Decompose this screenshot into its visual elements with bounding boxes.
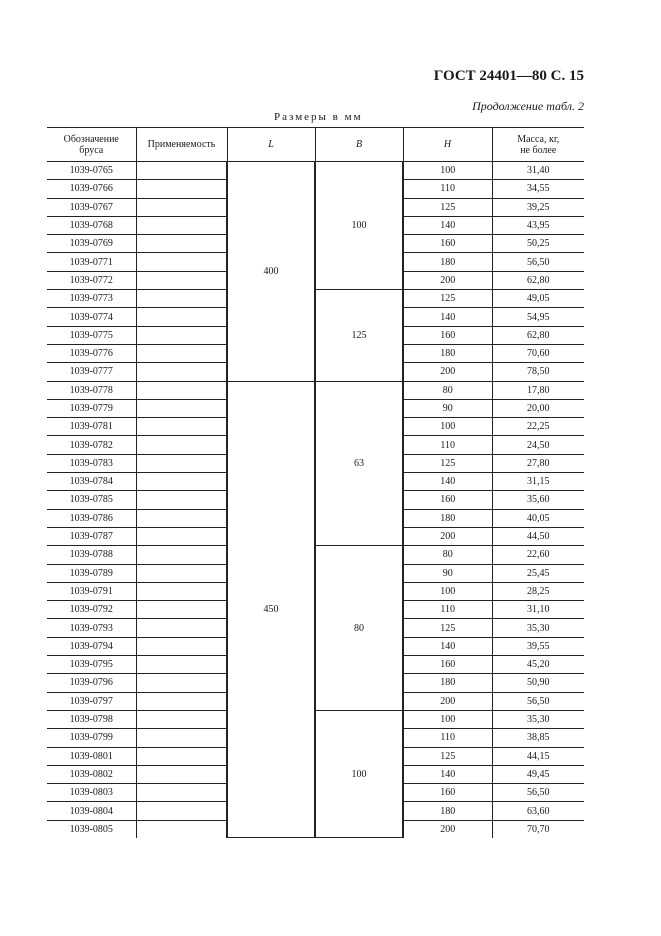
cell-h: 100 (403, 710, 492, 728)
cell-applicability (136, 582, 227, 600)
cell-h: 180 (403, 674, 492, 692)
cell-mass: 35,30 (492, 619, 584, 637)
cell-mass: 56,50 (492, 692, 584, 710)
cell-applicability (136, 546, 227, 564)
cell-applicability (136, 363, 227, 381)
cell-designation: 1039-0798 (47, 710, 136, 728)
cell-mass: 27,80 (492, 454, 584, 472)
col-header-applicability: Применяемость (136, 128, 227, 162)
cell-mass: 70,60 (492, 344, 584, 362)
cell-designation: 1039-0779 (47, 399, 136, 417)
cell-designation: 1039-0795 (47, 656, 136, 674)
cell-mass: 62,80 (492, 326, 584, 344)
cell-h: 200 (403, 692, 492, 710)
cell-mass: 22,60 (492, 546, 584, 564)
cell-applicability (136, 710, 227, 728)
cell-designation: 1039-0781 (47, 418, 136, 436)
cell-mass: 39,25 (492, 198, 584, 216)
cell-applicability (136, 253, 227, 271)
table-header-row (47, 128, 584, 162)
cell-applicability (136, 381, 227, 399)
cell-l: 450 (227, 381, 315, 838)
cell-applicability (136, 674, 227, 692)
cell-applicability (136, 454, 227, 472)
cell-mass: 43,95 (492, 216, 584, 234)
cell-h: 200 (403, 527, 492, 545)
cell-mass: 44,15 (492, 747, 584, 765)
cell-h: 140 (403, 308, 492, 326)
cell-h: 180 (403, 802, 492, 820)
cell-h: 100 (403, 418, 492, 436)
cell-applicability (136, 729, 227, 747)
cell-designation: 1039-0805 (69, 823, 113, 835)
cell-designation: 1039-0802 (47, 765, 136, 783)
cell-designation: 1039-0792 (47, 601, 136, 619)
cell-mass: 56,50 (492, 784, 584, 802)
cell-mass: 35,30 (492, 710, 584, 728)
cell-mass: 50,25 (492, 235, 584, 253)
cell-applicability (136, 399, 227, 417)
table-row (47, 162, 584, 180)
cell-h: 180 (403, 253, 492, 271)
cell-l: 400 (227, 162, 315, 382)
cell-applicability (136, 162, 227, 180)
cell-h: 80 (403, 381, 492, 399)
cell-applicability (136, 180, 227, 198)
cell-designation: 1039-0791 (47, 582, 136, 600)
cell-designation: 1039-0784 (47, 473, 136, 491)
cell-designation: 1039-0783 (47, 454, 136, 472)
cell-mass: 24,50 (492, 436, 584, 454)
cell-designation: 1039-0794 (47, 637, 136, 655)
table-row (47, 381, 584, 399)
cell-designation: 1039-0788 (47, 546, 136, 564)
cell-designation: 1039-0801 (47, 747, 136, 765)
cell-mass: 38,85 (492, 729, 584, 747)
cell-applicability (136, 509, 227, 527)
cell-h: 200 (403, 363, 492, 381)
cell-mass: 39,55 (492, 637, 584, 655)
cell-h: 125 (403, 619, 492, 637)
table-body (47, 162, 584, 838)
cell-applicability (136, 216, 227, 234)
page-header: ГОСТ 24401—80 С. 15 (433, 68, 584, 84)
cell-designation: 1039-0799 (47, 729, 136, 747)
cell-applicability (136, 344, 227, 362)
cell-h: 100 (403, 162, 492, 180)
cell-h: 200 (403, 271, 492, 289)
cell-applicability (136, 235, 227, 253)
cell-h: 110 (403, 436, 492, 454)
col-header-b: B (315, 128, 403, 162)
cell-designation: 1039-0775 (47, 326, 136, 344)
cell-designation: 1039-0803 (47, 784, 136, 802)
cell-h: 160 (403, 784, 492, 802)
cell-h: 125 (403, 747, 492, 765)
cell-designation: 1039-0785 (47, 491, 136, 509)
cell-h: 125 (403, 290, 492, 308)
cell-applicability (136, 418, 227, 436)
cell-mass: 31,40 (492, 162, 584, 180)
cell-mass: 44,50 (492, 527, 584, 545)
cell-h: 110 (403, 180, 492, 198)
cell-designation: 1039-0771 (47, 253, 136, 271)
cell-h: 140 (403, 473, 492, 491)
cell-designation: 1039-0773 (47, 290, 136, 308)
cell-h: 160 (403, 326, 492, 344)
cell-applicability (136, 765, 227, 783)
cell-b: 100 (315, 710, 403, 838)
cell-designation: 1039-0787 (47, 527, 136, 545)
table-row (47, 710, 584, 728)
cell-applicability (136, 473, 227, 491)
cell-designation: 1039-0767 (47, 198, 136, 216)
cell-designation: 1039-0804 (47, 802, 136, 820)
cell-applicability (136, 820, 227, 838)
col-header-l: L (227, 128, 315, 162)
cell-mass: 34,55 (492, 180, 584, 198)
cell-designation: 1039-0776 (47, 344, 136, 362)
cell-applicability (136, 198, 227, 216)
cell-applicability (136, 692, 227, 710)
cell-mass: 78,50 (492, 363, 584, 381)
cell-designation: 1039-0786 (47, 509, 136, 527)
cell-applicability (136, 290, 227, 308)
cell-h: 180 (403, 344, 492, 362)
cell-h: 140 (403, 637, 492, 655)
cell-b: 80 (315, 546, 403, 711)
cell-applicability (136, 802, 227, 820)
col-header-h: H (403, 128, 492, 162)
cell-mass: 17,80 (492, 381, 584, 399)
cell-mass: 22,25 (492, 418, 584, 436)
dimensions-label: Размеры в мм (274, 111, 363, 123)
cell-h: 100 (403, 582, 492, 600)
cell-designation: 1039-0797 (47, 692, 136, 710)
cell-applicability (136, 637, 227, 655)
cell-h: 80 (403, 546, 492, 564)
cell-h: 90 (403, 399, 492, 417)
table-row (47, 546, 584, 564)
cell-applicability (136, 784, 227, 802)
cell-h: 90 (403, 564, 492, 582)
cell-mass: 49,45 (492, 765, 584, 783)
cell-applicability (136, 527, 227, 545)
cell-mass: 35,60 (492, 491, 584, 509)
cell-applicability (136, 308, 227, 326)
cell-designation: 1039-0768 (47, 216, 136, 234)
col-header-designation: Обозначение бруса (47, 128, 136, 162)
cell-mass: 45,20 (492, 656, 584, 674)
cell-h: 140 (403, 765, 492, 783)
cell-mass: 28,25 (492, 582, 584, 600)
cell-h: 180 (403, 509, 492, 527)
cell-mass: 49,05 (492, 290, 584, 308)
dimensions-table (47, 127, 584, 838)
table-continuation-note: Продолжение табл. 2 (472, 99, 584, 113)
cell-mass: 40,05 (492, 509, 584, 527)
cell-h: 110 (403, 601, 492, 619)
cell-mass: 31,15 (492, 473, 584, 491)
cell-applicability (136, 601, 227, 619)
cell-h: 125 (403, 198, 492, 216)
cell-applicability (136, 326, 227, 344)
cell-b: 63 (315, 381, 403, 546)
cell-designation: 1039-0777 (47, 363, 136, 381)
cell-mass: 70,70 (492, 820, 584, 838)
cell-h: 125 (403, 454, 492, 472)
cell-designation: 1039-0789 (47, 564, 136, 582)
cell-mass: 54,95 (492, 308, 584, 326)
cell-h: 140 (403, 216, 492, 234)
cell-h: 160 (403, 235, 492, 253)
cell-designation: 1039-0793 (47, 619, 136, 637)
cell-h: 160 (403, 491, 492, 509)
cell-designation: 1039-0778 (47, 381, 136, 399)
cell-h: 110 (403, 729, 492, 747)
cell-applicability (136, 436, 227, 454)
cell-applicability (136, 747, 227, 765)
cell-designation: 1039-0765 (47, 162, 136, 180)
cell-designation: 1039-0782 (47, 436, 136, 454)
cell-applicability (136, 619, 227, 637)
cell-mass: 20,00 (492, 399, 584, 417)
cell-applicability (136, 491, 227, 509)
cell-b: 125 (315, 290, 403, 381)
cell-mass: 63,60 (492, 802, 584, 820)
cell-designation: 1039-0774 (47, 308, 136, 326)
col-header-mass: Масса, кг, не более (492, 128, 584, 162)
cell-applicability (136, 271, 227, 289)
cell-b: 100 (315, 162, 403, 290)
cell-h: 160 (403, 656, 492, 674)
cell-applicability (136, 564, 227, 582)
cell-designation: 1039-0796 (47, 674, 136, 692)
cell-designation: 1039-0769 (47, 235, 136, 253)
cell-mass: 62,80 (492, 271, 584, 289)
cell-mass: 50,90 (492, 674, 584, 692)
table-row (47, 290, 584, 308)
cell-mass: 25,45 (492, 564, 584, 582)
cell-mass: 56,50 (492, 253, 584, 271)
cell-designation: 1039-0766 (47, 180, 136, 198)
cell-mass: 31,10 (492, 601, 584, 619)
cell-designation: 1039-0772 (47, 271, 136, 289)
cell-h: 200 (403, 820, 492, 838)
cell-applicability (136, 656, 227, 674)
